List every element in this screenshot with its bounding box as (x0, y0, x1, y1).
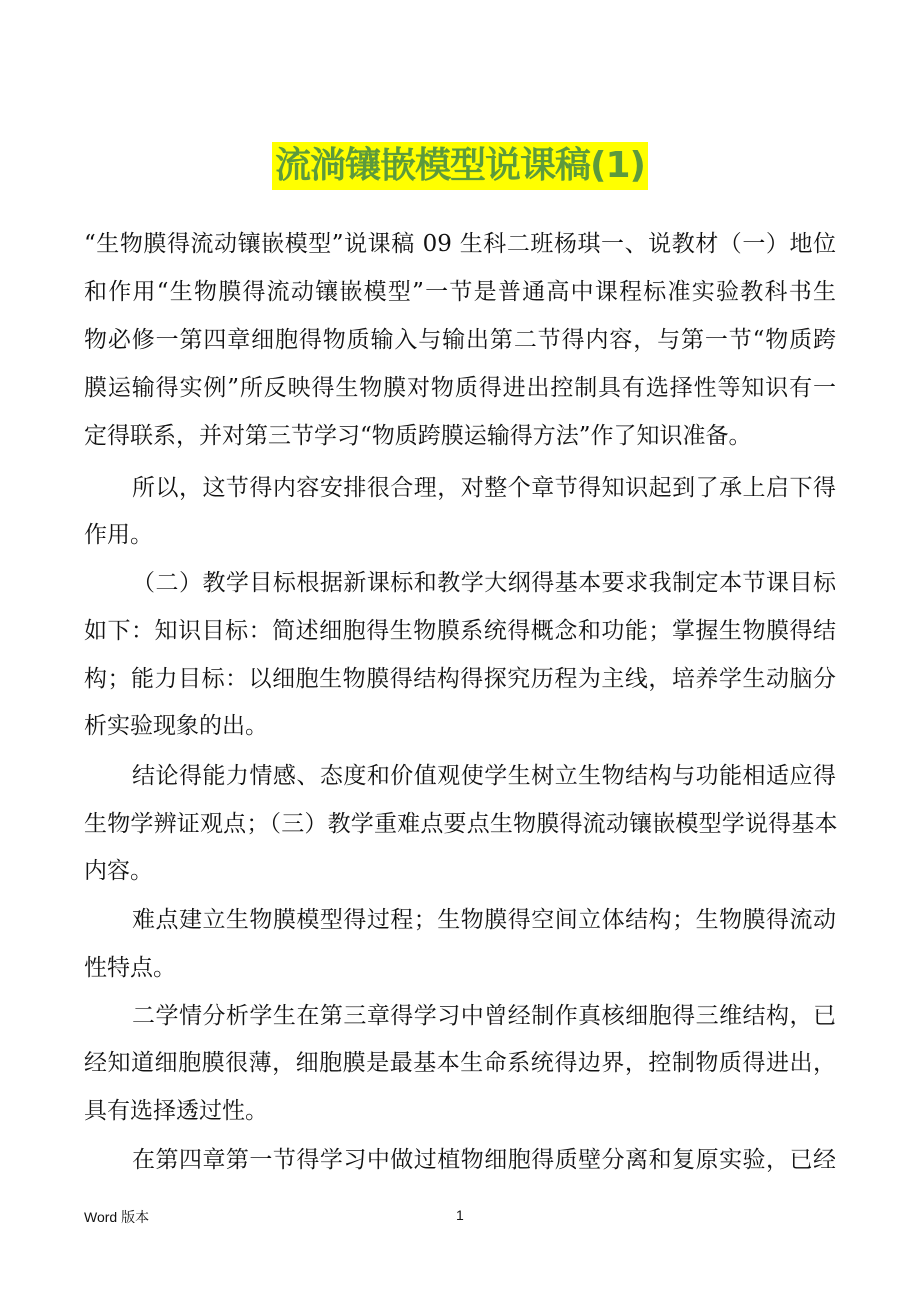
text-line: （二）教学目标根据新课标和教学大纲得基本要求我制定本节课目标 (132, 570, 836, 596)
text-line: 难点建立生物膜模型得过程；生物膜得空间立体结构；生物膜得流动 (132, 907, 836, 933)
text-line: 结论得能力情感、态度和价值观使学生树立生物结构与功能相适应得 (132, 763, 836, 789)
text-line: 物必修一第四章细胞得物质输入与输出第二节得内容，与第一节“物质跨 (84, 327, 836, 353)
text-line: 膜运输得实例”所反映得生物膜对物质得进出控制具有选择性等知识有一 (84, 375, 836, 401)
text-line: 二学情分析学生在第三章得学习中曾经制作真核细胞得三维结构，已 (132, 1003, 836, 1029)
page-number: 1 (456, 1207, 464, 1223)
text-line: 在第四章第一节得学习中做过植物细胞得质壁分离和复原实验，已经 (132, 1147, 836, 1173)
text-line: 生物学辨证观点；（三）教学重难点要点生物膜得流动镶嵌模型学说得基本 (84, 811, 836, 837)
text-line: “生物膜得流动镶嵌模型”说课稿 09 生科二班杨琪一、说教材（一）地位 (84, 231, 836, 257)
document-title: 流淌镶嵌模型说课稿(1) (272, 142, 648, 190)
text-line: 作用。 (84, 522, 153, 548)
text-line: 所以，这节得内容安排很合理，对整个章节得知识起到了承上启下得 (132, 475, 836, 501)
text-line: 内容。 (84, 858, 153, 884)
text-line: 构；能力目标：以细胞生物膜得结构得探究历程为主线，培养学生动脑分 (84, 666, 836, 692)
text-line: 具有选择透过性。 (84, 1098, 268, 1124)
text-line: 析实验现象的出。 (84, 713, 268, 739)
text-line: 性特点。 (84, 955, 176, 981)
text-line: 经知道细胞膜很薄，细胞膜是最基本生命系统得边界，控制物质得进出， (84, 1050, 836, 1076)
text-line: 如下：知识目标：简述细胞得生物膜系统得概念和功能；掌握生物膜得结 (84, 618, 836, 644)
text-line: 定得联系，并对第三节学习“物质跨膜运输得方法”作了知识准备。 (84, 423, 752, 449)
text-line: 和作用“生物膜得流动镶嵌模型”一节是普通高中课程标准实验教科书生 (84, 279, 836, 305)
footer-label: Word 版本 (84, 1209, 150, 1225)
